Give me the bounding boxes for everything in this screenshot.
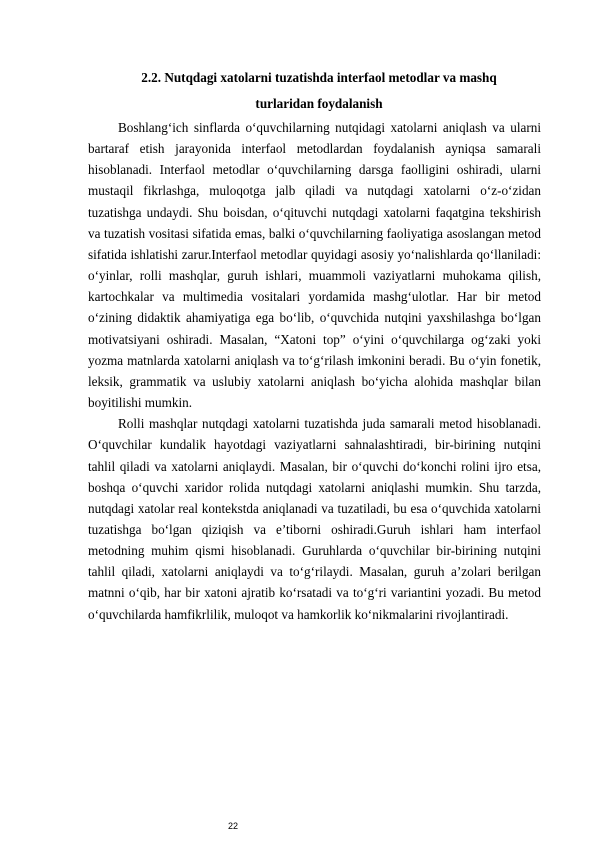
paragraph-role-play-and-group-work: Rolli mashqlar nutqdagi xatolarni tuzatishda juda samarali metod hisoblanadi. O‘quvchilar kundalik hayotdagi vaziyatlarni sahnalashtiradi, bir-birining nutqini tahlil qiladi va xatolarni aniqlaydi. Masalan, bir o‘quvchi do‘konchi rolini ijro etsa, boshqa o‘quvchi xaridor rolida nutqdagi xatolarni aniqlashi mumkin. Shu tarzda, nutqdagi xatolar real kontekstda aniqlanadi va tuzatiladi, bu esa o‘quvchida xatolarni tuzatishga bo‘lgan qiziqish va e’tiborni oshiradi.Guruh ishlari ham interfaol metodning muhim qismi hisoblanadi. Guruhlarda o‘quvchilar bir-birining nutqini tahlil qiladi, xatolarni aniqlaydi va to‘g‘rilaydi. Masalan, guruh a’zolari berilgan matnni o‘qib, har bir xatoni ajratib ko‘rsatadi va to‘g‘ri variantini yozadi. Bu metod o‘quvchilarda hamfikrlilik, muloqot va hamkorlik ko‘nikmalarini rivojlantiradi.	[88, 416, 541, 622]
section-heading-line-2: turlaridan foydalanish	[255, 95, 383, 111]
paragraph-interactive-methods: Boshlang‘ich sinflarda o‘quvchilarning nutqidagi xatolarni aniqlash va ularni bartaraf etish jarayonida interfaol metodlardan foydalanish ayniqsa samarali hisoblanadi. Interfaol metodlar o‘quvchilarning darsga faolligini oshiradi, ularni mustaqil fikrlashga, muloqotga jalb qiladi va nutqdagi xatolarni o‘z-o‘zidan tuzatishga undaydi. Shu boisdan, o‘qituvchi nutqdagi xatolarni faqatgina tekshirish va tuzatish vositasi sifatida emas, balki o‘quvchilarning faoliyatiga asoslangan metod sifatida ishlatishi zarur.Interfaol metodlar quyidagi asosiy yo‘nalishlarda qo‘llaniladi: o‘yinlar, rolli mashqlar, guruh ishlari, muammoli vaziyatlarni muhokama qilish, kartochkalar va multimedia vositalari yordamida mashg‘ulotlar. Har bir metod o‘zining didaktik ahamiyatiga ega bo‘lib, o‘quvchida nutqini yaxshilashga bo‘lgan motivatsiyani oshiradi. Masalan, “Xatoni top” o‘yini o‘quvchilarga og‘zaki yoki yozma matnlarda xatolarni aniqlash va to‘g‘rilash imkonini beradi. Bu o‘yin fonetik, leksik, grammatik va uslubiy xatolarni aniqlash bo‘yicha alohida mashqlar bilan boyitilishi mumkin.	[88, 120, 541, 411]
page-number: 22	[228, 821, 239, 831]
body-text	[88, 117, 541, 625]
section-heading	[100, 65, 538, 116]
section-heading-line-1: 2.2. Nutqdagi xatolarni tuzatishda interfaol metodlar va mashq	[141, 70, 497, 85]
